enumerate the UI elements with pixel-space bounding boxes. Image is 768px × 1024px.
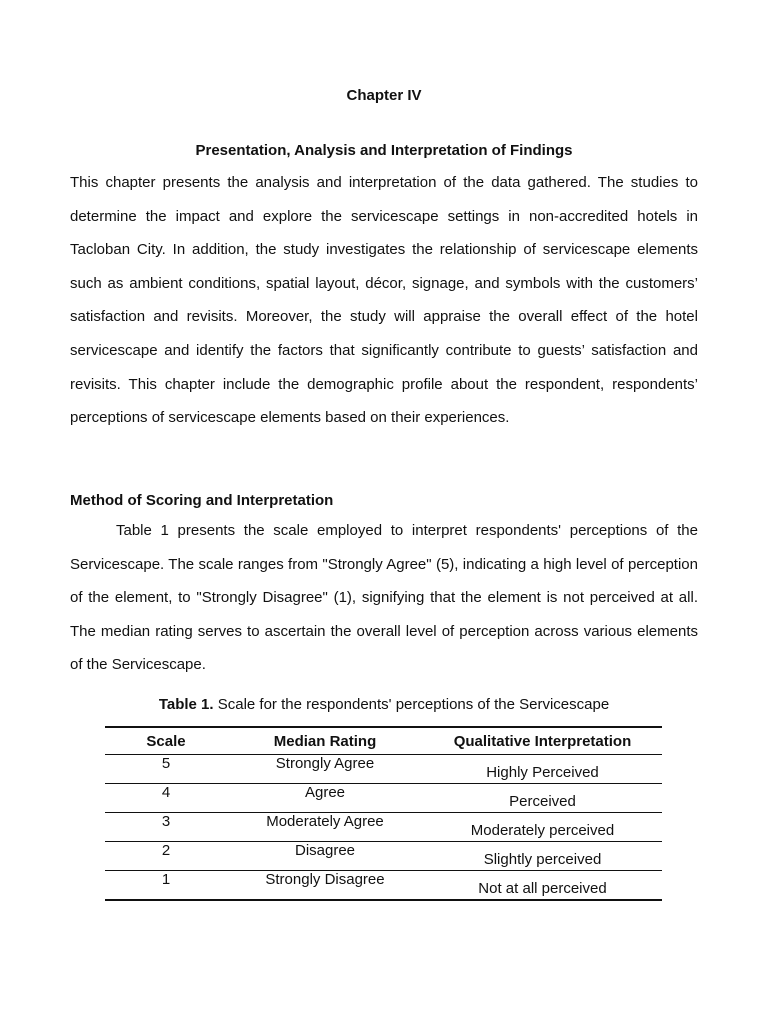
cell-scale: 3 (105, 813, 227, 842)
method-heading: Method of Scoring and Interpretation (70, 492, 334, 509)
cell-median-rating: Strongly Agree (227, 755, 423, 784)
header-scale: Scale (105, 727, 227, 755)
cell-median-rating: Agree (227, 784, 423, 813)
cell-scale: 5 (105, 755, 227, 784)
table-row (105, 755, 662, 784)
table-caption (106, 696, 662, 713)
cell-median-rating: Strongly Disagree (227, 871, 423, 901)
cell-median-rating: Moderately Agree (227, 813, 423, 842)
table-caption-text: Scale for the respondents' perceptions of the Servicescape (213, 696, 610, 713)
chapter-title: Chapter IV (346, 87, 422, 104)
cell-interpretation: Not at all perceived (423, 871, 662, 901)
header-median-rating: Median Rating (227, 727, 423, 755)
table-header-row (105, 727, 662, 755)
table-row (105, 813, 662, 842)
chapter-subtitle: Presentation, Analysis and Interpretation of Findings (195, 142, 573, 159)
intro-paragraph: This chapter presents the analysis and interpretation of the data gathered. The studies to determine the impact and explore the servicescape settings in non-accredited hotels in Tacloban City. In addition, the study investigates the relationship of servicescape elements such as ambient conditions, spatial layout, décor, signage, and symbols with the customers’ satisfaction and revisits. Moreover, the study will appraise the overall effect of the hotel servicescape and identify the factors that significantly contribute to guests’ satisfaction and revisits. This chapter include the demographic profile about the respondent, respondents’ perceptions of servicescape elements based on their experiences. (70, 174, 698, 427)
table-row (105, 871, 662, 901)
table-row (105, 842, 662, 871)
header-qualitative-interpretation: Qualitative Interpretation (423, 727, 662, 755)
table-row (105, 784, 662, 813)
cell-interpretation: Highly Perceived (423, 755, 662, 784)
cell-scale: 2 (105, 842, 227, 871)
method-paragraph: Table 1 presents the scale employed to interpret respondents' perceptions of the Servicescape. The scale ranges from "Strongly Agree" (5), indicating a high level of perception of the element, to "Strongly Disagree" (1), signifying that the element is not perceived at all. The median rating serves to ascertain the overall level of perception across various elements of the Servicescape. (70, 522, 698, 674)
cell-median-rating: Disagree (227, 842, 423, 871)
cell-interpretation: Moderately perceived (423, 813, 662, 842)
scale-table (105, 726, 662, 901)
cell-scale: 1 (105, 871, 227, 901)
cell-interpretation: Perceived (423, 784, 662, 813)
cell-interpretation: Slightly perceived (423, 842, 662, 871)
cell-scale: 4 (105, 784, 227, 813)
table-caption-label: Table 1. (158, 696, 214, 713)
